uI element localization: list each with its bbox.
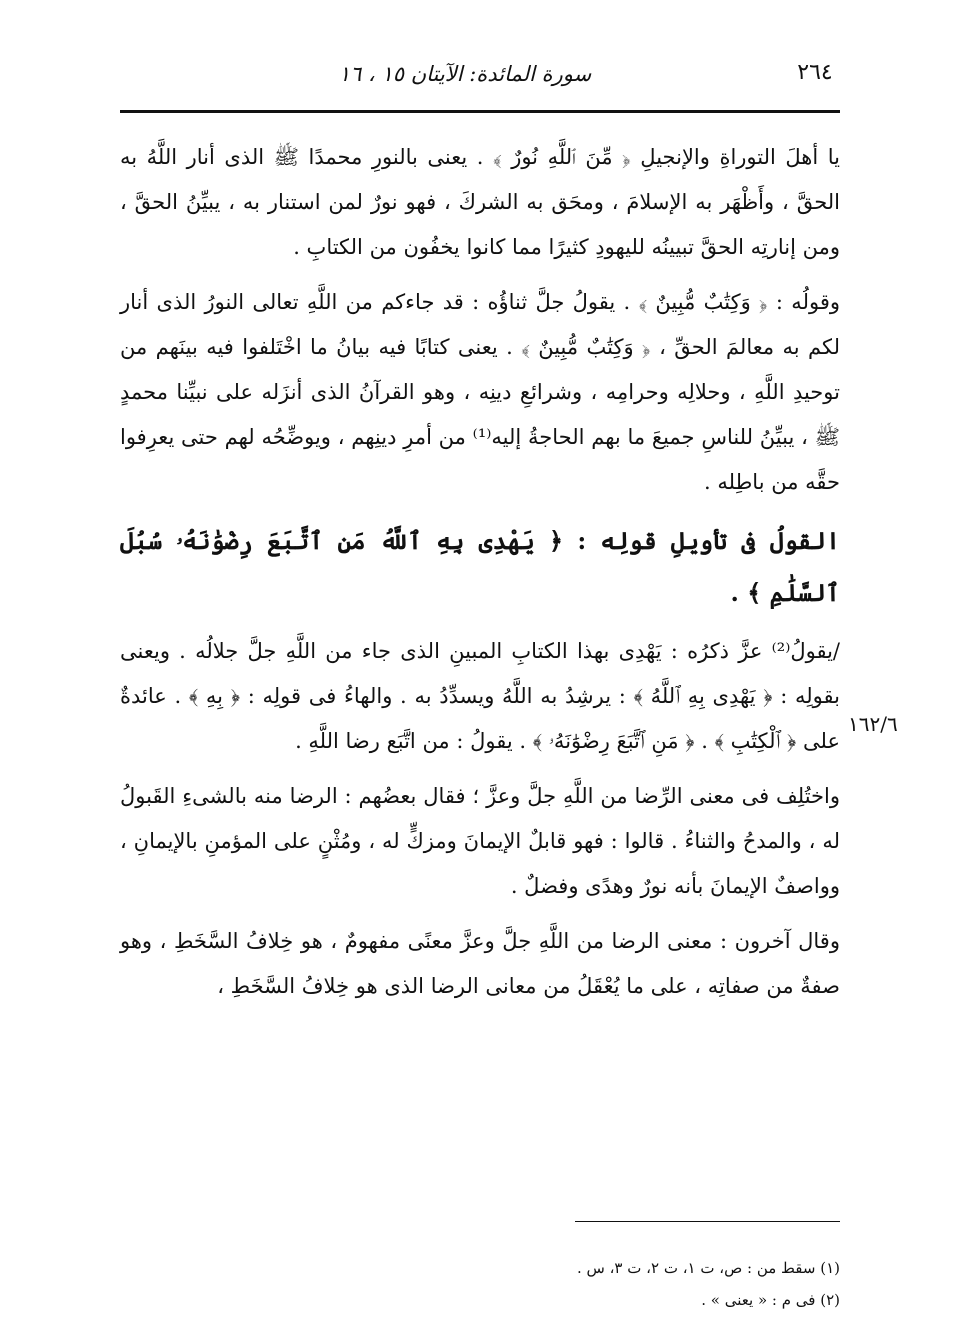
page-number: ٢٦٤ [797,60,833,85]
paragraph-4: واختُلِف فى معنى الرِّضا من اللَّهِ جلَّ وعزَّ ؛ فقال بعضُهم : الرضا منه بالشىءِ القَبولُ له ، والمدحُ والثناءُ . قالوا : فهو قابلٌ الإيمانَ ومزكٍّ له ، ومُثْنٍ على المؤمنِ بالإيمانِ ، وواصفٌ الإيمانَ بأنه نورٌ وهدًى وفضلٌ . [120,784,840,898]
footnote-1: (١) سقط من : ص، ت ١، ت ٢، ت ٣، س . [576,1259,840,1277]
paragraph-2: وقولُه : ﴿ وَكِتَٰبٌ مُّبِينٌ ﴾ . يقولُ جلَّ ثناؤُه : قد جاءكم من اللَّهِ تعالى النورُ الذى أنار لكم به معالمَ الحقِّ ، ﴿ وَكِتَٰبٌ مُّبِينٌ ﴾ . يعنى كتابًا فيه بيانُ ما اخْتَلفوا فيه بينَهم من توحيدِ اللَّهِ ، وحلالِه وحرامِه ، وشرائعِ دينِه ، وهو القرآنُ الذى أنزَله على نبيِّنا محمدٍ ﷺ ، يبيِّنُ للناسِ جميعَ ما بهم الحاجةُ إليه⁽¹⁾ من أمرِ دينِهم ، ويوضِّحُه لهم حتى يعرِفوا حقَّه من باطِله . [120,290,840,494]
footnotes [420,1252,840,1316]
section-heading: القولُ فى تأويلِ قولِه : ﴿ يَهْدِى بِهِ ٱللَّهُ مَنِ ٱتَّبَعَ رِضْوَٰنَهُۥ سُبُلَ ٱلسَّلَٰمِ ﴾ . [120,526,840,607]
footnote-2: (٢) فى م : « يعنى » . [701,1291,840,1309]
main-text [120,135,840,1019]
margin-reference: ١٦٢/٦ [848,712,898,736]
paragraph-1: يا أهلَ التوراةِ والإنجيلِ ﴿ مِّنَ ٱللَّهِ نُورٌ ﴾ . يعنى بالنورِ محمدًا ﷺ الذى أنار اللَّهُ به الحقَّ ، وأَظْهَر به الإسلامَ ، ومحَق به الشركَ ، فهو نورٌ لمن استنار به ، يبيِّنُ الحقَّ ، ومن إنارتِه الحقَّ تبيينُه لليهودِ كثيرًا مما كانوا يخفُون من الكتابِ . [120,145,840,259]
paragraph-3: /يقولُ⁽²⁾ عزَّ ذكرُه : يَهْدِى بهذا الكتابِ المبينِ الذى جاء من اللَّهِ جلَّ جلالُه . ويعنى بقولِه : ﴿ يَهْدِى بِهِ ٱللَّهُ ﴾ : يرشِدُ به اللَّهُ ويسدِّدُ به . والهاءُ فى قولِه : ﴿ بِهِ ﴾ . عائدةٌ على ﴿ ٱلْكِتَٰبِ ﴾ . ﴿ مَنِ ٱتَّبَعَ رِضْوَٰنَهُۥ ﴾ . يقولُ : من اتَّبَع رضا اللَّهِ . [120,639,840,753]
paragraph-5: وقال آخرون : معنى الرضا من اللَّهِ جلَّ وعزَّ معنًى مفهومٌ ، هو خِلافُ السَّخَطِ ، وهو صفةٌ من صفاتِه ، على ما يُعْقَلُ من معانى الرضا الذى هو خِلافُ السَّخَطِ ، [120,929,840,998]
running-title: سورة المائدة: الآيتان ١٥ ، ١٦ [338,62,592,86]
footnote-rule [575,1221,840,1222]
header-rule [120,110,840,113]
